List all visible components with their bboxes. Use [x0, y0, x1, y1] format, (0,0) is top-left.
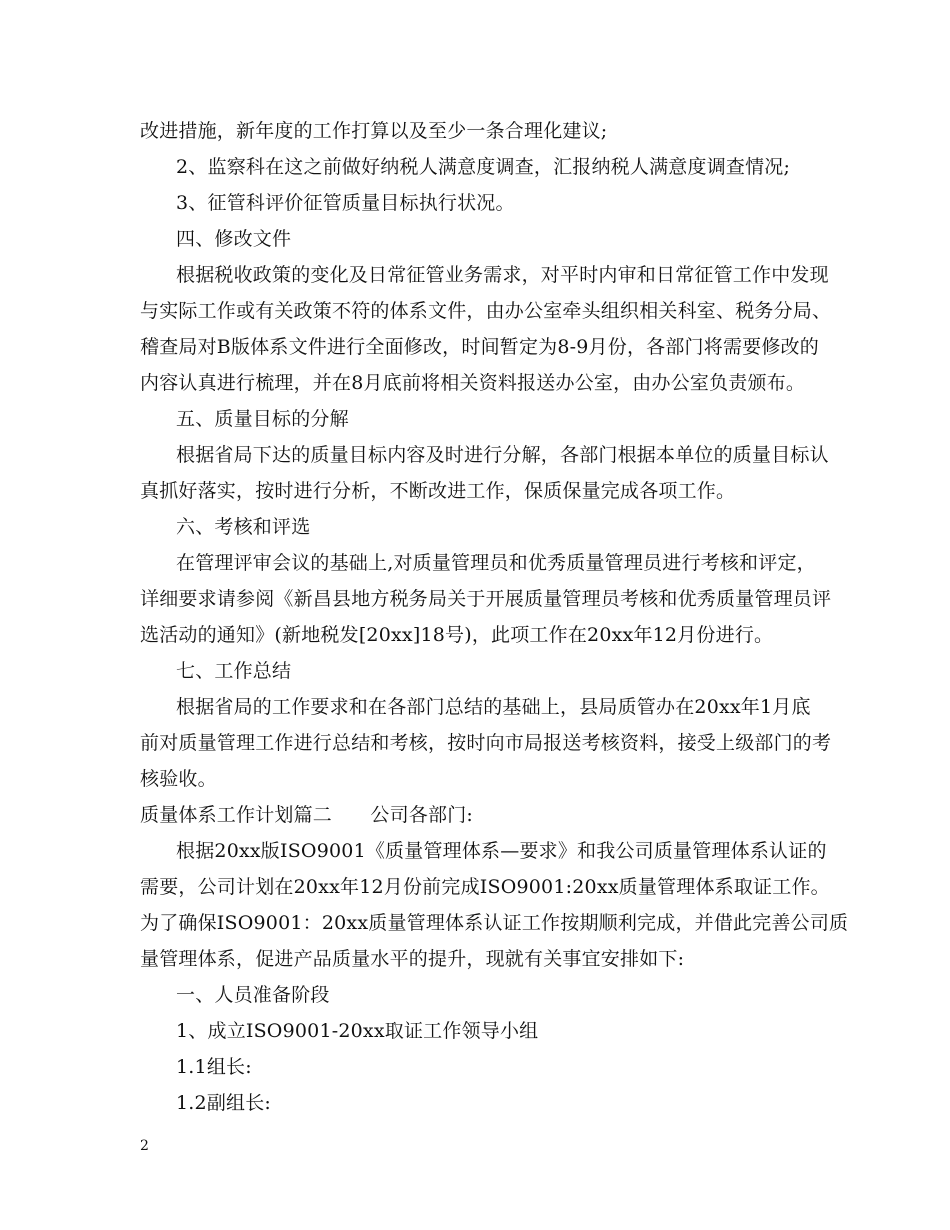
section-heading: 七、工作总结 — [176, 660, 292, 682]
document-title-line: 质量体系工作计划篇二 公司各部门: — [140, 804, 474, 826]
text-line: 根据税收政策的变化及日常征管业务需求，对平时内审和日常征管工作中发现 — [176, 264, 829, 286]
text-line: 需要，公司计划在20xx年12月份前完成ISO9001:20xx质量管理体系取证工作。 — [140, 876, 830, 898]
text-line: 改进措施，新年度的工作打算以及至少一条合理化建议; — [140, 120, 608, 142]
text-line: 选活动的通知》(新地税发[20xx]18号)，此项工作在20xx年12月份进行。 — [140, 624, 774, 646]
text-line: 核验收。 — [140, 768, 217, 790]
text-line: 详细要求请参阅《新昌县地方税务局关于开展质量管理员考核和优秀质量管理员评 — [140, 588, 832, 610]
section-heading: 一、人员准备阶段 — [176, 984, 330, 1006]
text-line: 稽查局对B版体系文件进行全面修改，时间暂定为8-9月份，各部门将需要修改的 — [140, 336, 819, 358]
section-heading: 四、修改文件 — [176, 228, 292, 250]
text-line: 与实际工作或有关政策不符的体系文件，由办公室牵头组织相关科室、税务分局、 — [140, 300, 832, 322]
text-line: 真抓好落实，按时进行分析，不断改进工作，保质保量完成各项工作。 — [140, 480, 736, 502]
section-heading: 五、质量目标的分解 — [176, 408, 349, 430]
text-line: 根据20xx版ISO9001《质量管理体系—要求》和我公司质量管理体系认证的 — [176, 840, 827, 862]
text-line: 根据省局的工作要求和在各部门总结的基础上，县局质管办在20xx年1月底 — [176, 696, 811, 718]
text-line: 3、征管科评价征管质量目标执行状况。 — [176, 192, 515, 214]
page-number: 2 — [140, 1138, 149, 1154]
text-line: 根据省局下达的质量目标内容及时进行分解，各部门根据本单位的质量目标认 — [176, 444, 829, 466]
section-heading: 六、考核和评选 — [176, 516, 311, 538]
text-line: 在管理评审会议的基础上,对质量管理员和优秀质量管理员进行考核和评定， — [176, 552, 816, 574]
text-line: 量管理体系，促进产品质量水平的提升，现就有关事宜安排如下: — [140, 948, 685, 970]
text-line: 1.1组长: — [176, 1056, 252, 1078]
text-line: 2、监察科在这之前做好纳税人满意度调查，汇报纳税人满意度调查情况; — [176, 156, 791, 178]
text-line: 前对质量管理工作进行总结和考核，按时向市局报送考核资料，接受上级部门的考 — [140, 732, 832, 754]
text-line: 1、成立ISO9001-20xx取证工作领导小组 — [176, 1020, 539, 1042]
text-line: 内容认真进行梳理，并在8月底前将相关资料报送办公室，由办公室负责颁布。 — [140, 372, 806, 394]
text-line: 1.2副组长: — [176, 1092, 272, 1114]
text-line: 为了确保ISO9001：20xx质量管理体系认证工作按期顺利完成，并借此完善公司质 — [140, 912, 849, 934]
